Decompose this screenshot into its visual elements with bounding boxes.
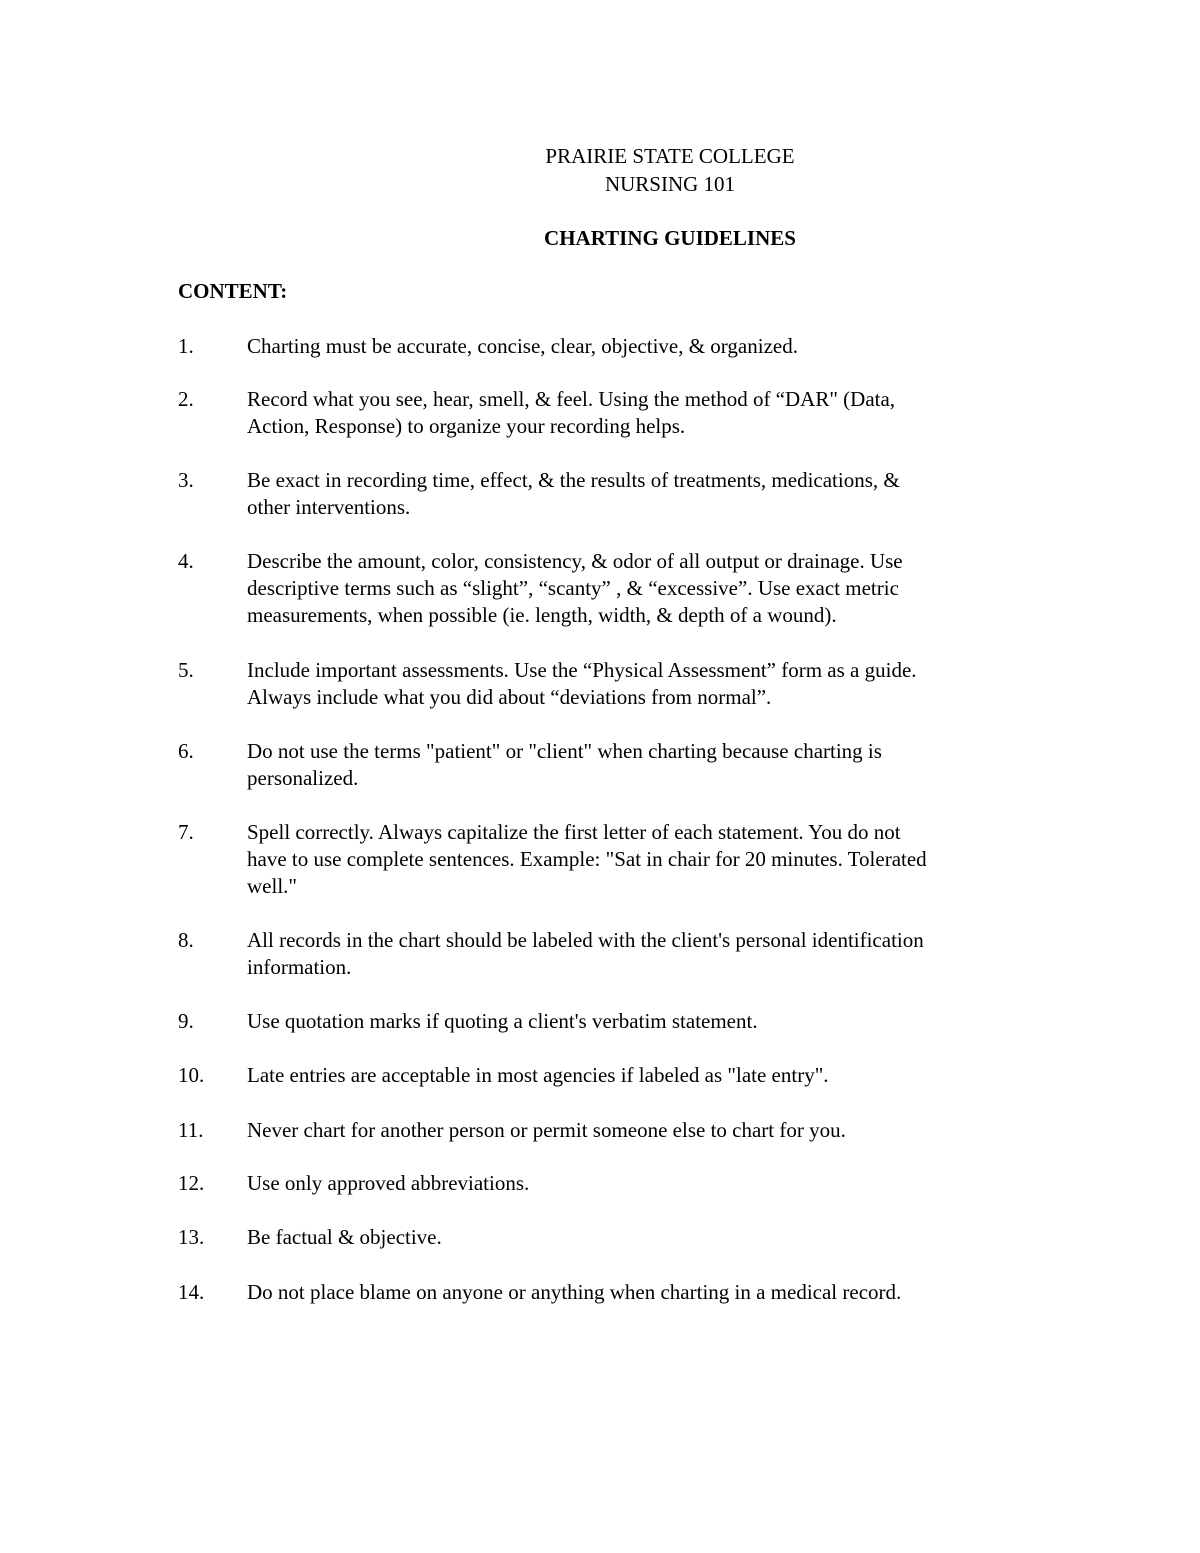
- item-number: 13.: [178, 1225, 205, 1249]
- item-text: Record what you see, hear, smell, & feel. Using the method of “DAR" (Data, Action, Response) to organize your recording helps.: [247, 387, 896, 438]
- item-number: 5.: [178, 658, 194, 682]
- item-text: Be factual & objective.: [247, 1225, 442, 1249]
- item-text: Do not use the terms "patient" or "client" when charting because charting is personalized.: [247, 739, 882, 790]
- item-number: 1.: [178, 334, 194, 358]
- item-number: 11.: [178, 1118, 204, 1142]
- item-text: All records in the chart should be labeled with the client's personal identification information.: [247, 928, 924, 979]
- item-text: Spell correctly. Always capitalize the first letter of each statement. You do not have to use complete sentences. Example: "Sat in chair for 20 minutes. Tolerated well.": [247, 820, 927, 898]
- institution-name: PRAIRIE STATE COLLEGE: [545, 144, 795, 168]
- item-number: 14.: [178, 1280, 205, 1304]
- item-number: 2.: [178, 387, 194, 411]
- course-name: NURSING 101: [604, 172, 736, 196]
- item-text: Late entries are acceptable in most agencies if labeled as "late entry".: [247, 1063, 829, 1087]
- section-heading: CONTENT:: [178, 279, 288, 303]
- item-number: 12.: [178, 1171, 205, 1195]
- document-title: CHARTING GUIDELINES: [544, 226, 796, 250]
- item-text: Never chart for another person or permit someone else to chart for you.: [247, 1118, 846, 1142]
- item-text: Be exact in recording time, effect, & the results of treatments, medications, & other interventions.: [247, 468, 900, 519]
- item-number: 10.: [178, 1063, 205, 1087]
- item-number: 7.: [178, 820, 194, 844]
- item-number: 6.: [178, 739, 194, 763]
- item-text: Use quotation marks if quoting a client's verbatim statement.: [247, 1009, 758, 1033]
- item-text: Describe the amount, color, consistency, & odor of all output or drainage. Use descriptive terms such as “slight”, “scanty” , & “excessive”. Use exact metric measurements, when possible (ie. length, width, & depth of a wound).: [247, 549, 903, 627]
- item-number: 9.: [178, 1009, 194, 1033]
- item-number: 4.: [178, 549, 194, 573]
- item-number: 8.: [178, 928, 194, 952]
- item-text: Charting must be accurate, concise, clear, objective, & organized.: [247, 334, 798, 358]
- item-text: Include important assessments. Use the “Physical Assessment” form as a guide. Always include what you did about “deviations from normal”.: [247, 658, 917, 709]
- item-number: 3.: [178, 468, 194, 492]
- item-text: Use only approved abbreviations.: [247, 1171, 530, 1195]
- item-text: Do not place blame on anyone or anything when charting in a medical record.: [247, 1280, 902, 1304]
